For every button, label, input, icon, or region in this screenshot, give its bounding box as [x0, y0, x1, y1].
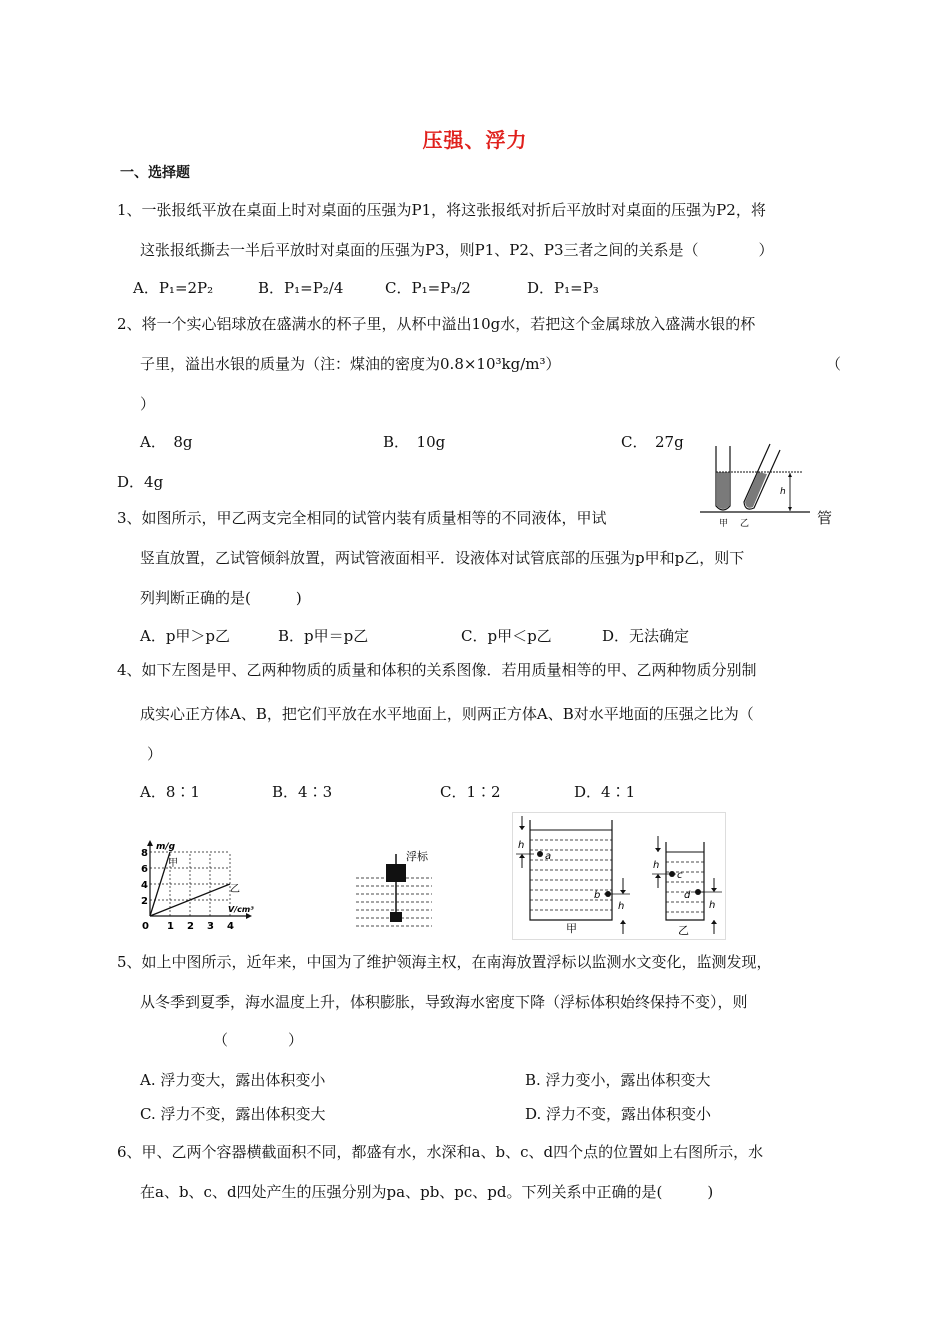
- h-label-a: h: [518, 840, 525, 851]
- x-axis-label: V/cm³: [228, 905, 254, 914]
- q3-line1-end: 管: [817, 509, 833, 527]
- mass-volume-graph: [130, 836, 270, 936]
- buoy-figure: [356, 848, 436, 930]
- q2-option-d: D．4g: [117, 473, 164, 491]
- test-tube-figure: [700, 440, 815, 530]
- q5-line1: 5、如上中图所示，近年来，中国为了维护领海主权，在南海放置浮标以监测水文变化，监测发现，: [117, 953, 772, 971]
- buoy-anchor: [390, 912, 402, 922]
- point-c-label: c: [677, 870, 683, 881]
- q5-line3: （ ）: [213, 1031, 304, 1049]
- point-a-label: a: [545, 851, 552, 862]
- q6-line2: 在a、b、c、d四处产生的压强分别为pa、pb、pc、pd。下列关系中正确的是( ): [140, 1183, 714, 1201]
- fig-jia-label: 甲: [719, 519, 729, 529]
- q5-option-d: D. 浮力不变，露出体积变小: [525, 1105, 712, 1123]
- q4-line1: 4、如下左图是甲、乙两种物质的质量和体积的关系图像．若用质量相等的甲、乙两种物质分别制: [117, 661, 757, 679]
- q1-option-c: C．P₁=P₃/2: [385, 279, 471, 297]
- q2-paren-open: （: [826, 355, 842, 373]
- q3-option-a: A．p甲＞p乙: [140, 627, 231, 645]
- q5-option-c: C. 浮力不变，露出体积变大: [140, 1105, 326, 1123]
- series-yi-label: 乙: [230, 884, 240, 895]
- h-label-d: h: [709, 900, 716, 911]
- h-label-b: h: [618, 901, 625, 912]
- q1-option-d: D．P₁=P₃: [527, 279, 599, 297]
- buoy-float: [386, 864, 406, 882]
- q3-option-d: D．无法确定: [602, 627, 690, 645]
- q5-option-b: B. 浮力变小，露出体积变大: [525, 1071, 711, 1089]
- q2-line2: 子里，溢出水银的质量为（注：煤油的密度为0.8×10³kg/m³）: [140, 355, 561, 373]
- q2-option-a: A． 8g: [140, 433, 193, 451]
- y-tick-label: 6: [141, 864, 148, 875]
- q6-line1: 6、甲、乙两个容器横截面积不同，都盛有水，水深和a、b、c、d四个点的位置如上右图所示，水: [117, 1143, 764, 1161]
- q3-line1: 3、如图所示，甲乙两支完全相同的试管内装有质量相等的不同液体，甲试: [117, 509, 607, 527]
- q2-paren-close: ）: [140, 395, 156, 413]
- q5-option-a: A. 浮力变大，露出体积变小: [140, 1071, 326, 1089]
- container-jia-label: 甲: [566, 922, 577, 935]
- h-label-c: h: [653, 860, 660, 871]
- x-tick-label: 2: [187, 921, 194, 932]
- q3-line3: 列判断正确的是( ): [140, 589, 302, 607]
- q3-option-b: B．p甲＝p乙: [278, 627, 369, 645]
- x-tick-label: 1: [167, 921, 174, 932]
- q2-option-c: C． 27g: [621, 433, 684, 451]
- point-d-label: d: [684, 890, 691, 901]
- y-tick-label: 8: [141, 848, 148, 859]
- fig-h-label: h: [780, 487, 786, 497]
- q1-option-a: A．P₁=2P₂: [133, 279, 214, 297]
- y-tick-label: 4: [141, 880, 148, 891]
- page-title: 压强、浮力: [422, 128, 528, 152]
- q4-line3: ）: [147, 745, 163, 763]
- q4-line2: 成实心正方体A、B，把它们平放在水平地面上，则两正方体A、B对水平地面的压强之比为（: [140, 705, 754, 723]
- x-tick-label: 3: [207, 921, 214, 932]
- q4-option-b: B．4∶3: [272, 783, 333, 801]
- q1-option-b: B．P₁=P₂/4: [258, 279, 344, 297]
- container-yi-label: 乙: [678, 924, 689, 937]
- q4-option-c: C．1∶2: [440, 783, 501, 801]
- q5-line2: 从冬季到夏季，海水温度上升，体积膨胀，导致海水密度下降（浮标体积始终保持不变），则: [140, 993, 748, 1011]
- q4-option-a: A．8∶1: [140, 783, 200, 801]
- buoy-label: 浮标: [406, 850, 428, 863]
- q3-option-c: C．p甲＜p乙: [461, 627, 552, 645]
- fig-yi-label: 乙: [740, 519, 750, 529]
- q2-line1: 2、将一个实心铝球放在盛满水的杯子里，从杯中溢出10g水，若把这个金属球放入盛满水银的杯: [117, 315, 756, 333]
- containers-figure: [512, 812, 726, 940]
- point-b-label: b: [594, 890, 601, 901]
- y-tick-label: 2: [141, 896, 148, 907]
- section-heading: 一、选择题: [120, 165, 190, 181]
- series-jia-label: 甲: [168, 858, 178, 869]
- q2-option-b: B． 10g: [383, 433, 446, 451]
- q1-line2: 这张报纸撕去一半后平放时对桌面的压强为P3，则P1、P2、P3三者之间的关系是（ ）: [140, 241, 774, 259]
- x-tick-label: 0: [142, 921, 149, 932]
- q4-option-d: D．4∶1: [574, 783, 636, 801]
- y-axis-label: m/g: [156, 842, 176, 852]
- x-tick-label: 4: [227, 921, 234, 932]
- q3-line2: 竖直放置，乙试管倾斜放置，两试管液面相平．设液体对试管底部的压强为p甲和p乙，则下: [140, 549, 745, 567]
- q1-line1: 1、一张报纸平放在桌面上时对桌面的压强为P1，将这张报纸对折后平放时对桌面的压强为P2，将: [117, 201, 766, 219]
